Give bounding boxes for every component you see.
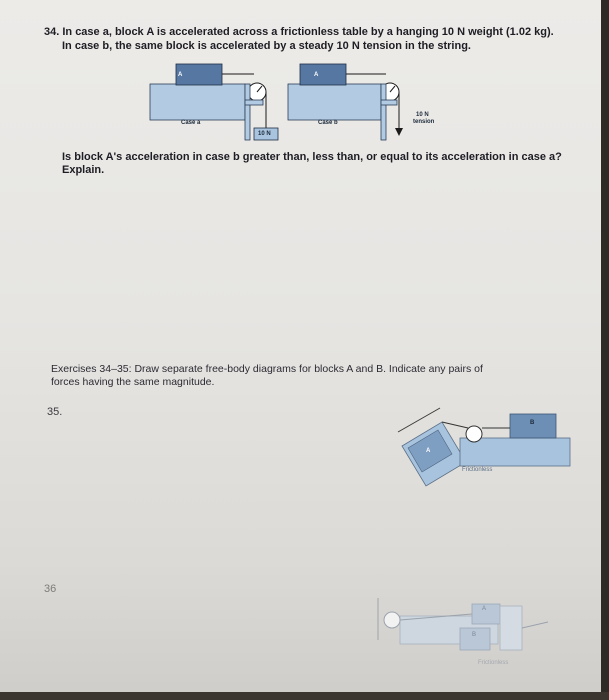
photo-edge-right xyxy=(601,0,609,700)
tension-label-2: tension xyxy=(413,119,435,125)
question-34-line-2: In case b, the same block is accelerated by a steady 10 N tension in the string. xyxy=(62,40,471,52)
case-a-block-label: A xyxy=(178,72,183,78)
hanging-weight-label: 10 N xyxy=(258,131,271,137)
case-b-label: Case b xyxy=(318,120,338,126)
q36-block-a-label: A xyxy=(482,606,487,612)
question-34-explain: Explain. xyxy=(62,164,105,176)
case-b-block-label: A xyxy=(314,72,319,78)
q36-pulley xyxy=(384,612,400,628)
question-34-prompt: Is block A's acceleration in case b greater than, less than, or equal to its acceleration in case a? xyxy=(62,151,562,163)
question-34-line-1: 34. In case a, block A is accelerated across a frictionless table by a hanging 10 N weight (1.02 kg). xyxy=(44,26,554,38)
question-36-number: 36 xyxy=(44,583,57,595)
q35-block-b-label: B xyxy=(530,420,535,426)
question-35-number: 35. xyxy=(47,406,63,418)
q36-block-b-label: B xyxy=(472,632,477,638)
q35-block-a-label: A xyxy=(426,448,431,454)
photo-edge-bottom xyxy=(0,692,609,700)
q36-surface-label: Frictionless xyxy=(478,660,509,666)
case-a-label: Case a xyxy=(181,120,201,126)
q35-surface-label: Frictionless xyxy=(462,467,493,473)
exercises-instruction-line-2: forces having the same magnitude. xyxy=(51,376,215,388)
exercises-instruction-line-1: Exercises 34–35: Draw separate free-body diagrams for blocks A and B. Indicate any pairs of xyxy=(51,363,483,375)
tension-label-1: 10 N xyxy=(416,112,429,118)
